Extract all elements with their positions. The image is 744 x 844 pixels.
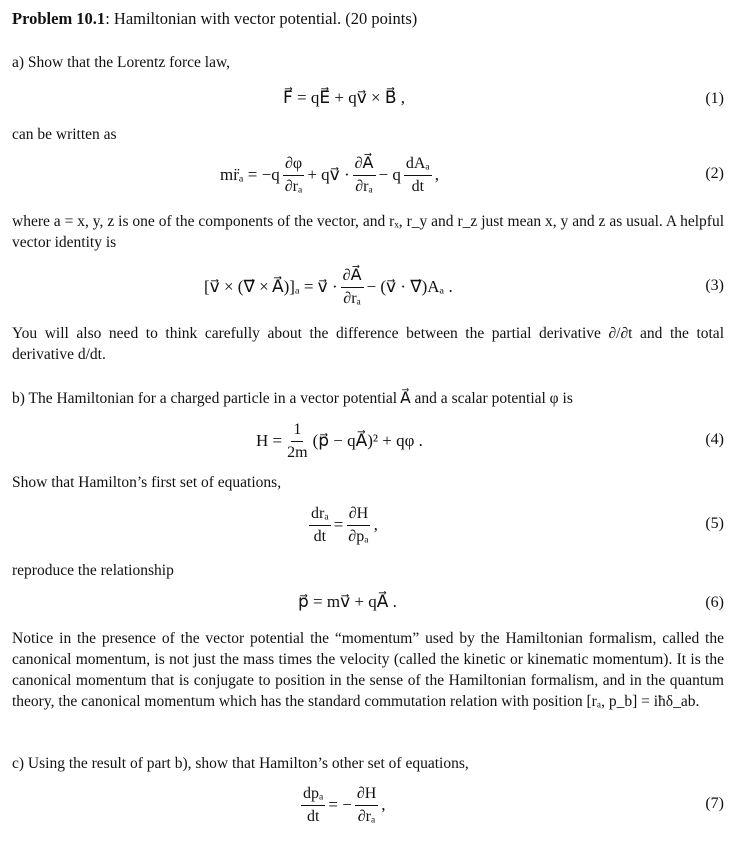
eq6-number: (6) — [705, 594, 724, 611]
eq2-lhs: mr̈ₐ = −q — [220, 165, 280, 184]
eq3-rhs: − (v⃗ · ∇⃗)Aₐ . — [366, 277, 453, 296]
eq2-f2-numerator: ∂A⃗ — [353, 154, 376, 176]
part-b-intro: b) The Hamiltonian for a charged particle in a vector potential A⃗ and a scalar potential φ is — [12, 390, 573, 407]
eq6-expression: p⃗ = mv⃗ + qA⃗ . — [298, 592, 397, 611]
eq4-numerator: 1 — [291, 420, 303, 442]
eq5-f2-denominator: ∂pₐ — [348, 527, 369, 545]
eq2-end: , — [434, 165, 440, 184]
eq7-equals: = − — [328, 795, 352, 814]
eq2-mid: + qv⃗ · — [307, 165, 350, 184]
eq7-f2-numerator: ∂H — [355, 784, 378, 806]
can-be-written: can be written as — [12, 126, 117, 143]
eq7-f1-denominator: dt — [306, 807, 320, 825]
eq7-f2-denominator: ∂rₐ — [357, 807, 376, 825]
eq2-number: (2) — [705, 165, 724, 182]
eq4-fraction — [285, 420, 309, 463]
equation-4 — [0, 418, 744, 464]
eq5-fraction-1 — [309, 504, 331, 547]
eq1-number: (1) — [705, 90, 724, 107]
eq3-numerator: ∂A⃗ — [341, 266, 364, 288]
eq7-number: (7) — [705, 795, 724, 812]
eq3-denominator: ∂rₐ — [343, 289, 361, 307]
eq2-f1-denominator: ∂rₐ — [284, 177, 303, 195]
eq2-f1-numerator: ∂φ — [283, 154, 304, 176]
where-text: where a = x, y, z is one of the components of the vector, and rₓ, r_y and r_z just mean x, y and z as usual. A helpful vector identity is — [12, 213, 724, 251]
eq7-end: , — [381, 795, 386, 814]
eq7-f1-numerator: dpₐ — [301, 784, 325, 806]
problem-label: Problem 10.1 — [12, 9, 106, 28]
part-a-intro: a) Show that the Lorentz force law, — [12, 54, 231, 71]
derivative-note: You will also need to think carefully about the difference between the partial derivative ∂/∂t and the total derivative d/dt. — [12, 325, 724, 363]
eq1-expression: F⃗ = qE⃗ + qv⃗ × B⃗ , — [283, 88, 406, 107]
eq2-f3-numerator: dAₐ — [404, 154, 432, 176]
equation-3 — [0, 264, 744, 310]
eq3-lhs: [v⃗ × (∇⃗ × A⃗)]ₐ = v⃗ · — [204, 277, 338, 296]
eq2-mid2: − q — [378, 165, 401, 184]
eq5-equals: = — [333, 515, 344, 534]
eq5-f2-numerator: ∂H — [347, 504, 370, 526]
eq5-f1-numerator: drₐ — [309, 504, 331, 526]
equation-6 — [0, 592, 744, 616]
eq2-fraction-3 — [404, 154, 432, 197]
part-c-intro: c) Using the result of part b), show that Hamilton’s other set of equations, — [12, 755, 469, 772]
reproduce-text: reproduce the relationship — [12, 562, 174, 579]
eq2-fraction-1 — [283, 154, 305, 197]
show-first-set: Show that Hamilton’s first set of equations, — [12, 474, 282, 491]
eq4-lhs: H = — [256, 431, 283, 450]
eq5-f1-denominator: dt — [313, 527, 327, 545]
eq5-number: (5) — [705, 515, 724, 532]
eq2-fraction-2 — [353, 154, 376, 197]
eq2-f3-denominator: dt — [411, 177, 425, 195]
problem-heading — [12, 8, 724, 29]
notice-paragraph: Notice in the presence of the vector potential the “momentum” used by the Hamiltonian formalism, called the canonical momentum, is not just the mass times the velocity (called the kinetic or kinematic momentum). It is the canonical momentum that is conjugate to position in the sense of the Hamiltonian formalism, and in the quantum theory, the canonical momentum which has the standard commutation relation with position [rₐ, p_b] = iħδ_ab. — [12, 630, 724, 710]
eq2-f2-denominator: ∂rₐ — [355, 177, 373, 195]
eq7-fraction-2 — [355, 784, 378, 827]
eq4-denominator: 2m — [287, 443, 308, 461]
problem-title: : Hamiltonian with vector potential. (20 points) — [105, 9, 418, 28]
eq3-fraction — [341, 266, 364, 309]
eq4-rhs: (p⃗ − qA⃗)² + qφ . — [312, 431, 423, 450]
eq5-end: , — [373, 515, 378, 534]
eq4-number: (4) — [705, 431, 724, 448]
eq7-fraction-1 — [301, 784, 325, 827]
eq5-fraction-2 — [346, 504, 370, 547]
equation-5 — [0, 502, 744, 548]
eq3-number: (3) — [705, 277, 724, 294]
equation-1 — [0, 88, 744, 112]
equation-2 — [0, 152, 744, 198]
equation-7 — [0, 782, 744, 828]
